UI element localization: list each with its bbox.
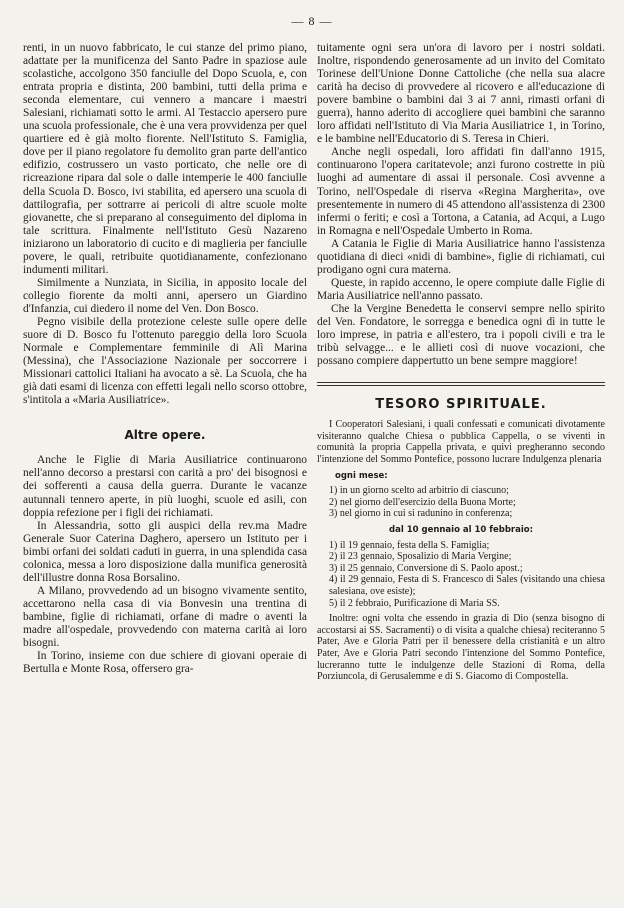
paragraph: Queste, in rapido accenno, le opere compiute dalle Figlie di Maria Ausiliatrice nell'anno passato. (317, 276, 605, 302)
list-item: 3) il 25 gennaio, Conversione di S. Paolo apost.; (329, 562, 523, 574)
list-item: 2) nel giorno dell'esercizio della Buona Morte; (329, 496, 516, 508)
list-item: 5) il 2 febbraio, Purificazione di Maria SS. (329, 597, 500, 609)
paragraph: A Catania le Figlie di Maria Ausiliatrice hanno l'assistenza quotidiana di dieci «nidi di bambine», figlie di richiamati, cui prodigano ogni cura materna. (317, 237, 605, 276)
section-heading: Altre opere. (124, 428, 206, 443)
paragraph: A Milano, provvedendo ad un bisogno vivamente sentito, accettarono nella casa di via Bonvesin una trentina di bambine, figlie di richiamati, orfane di madre o aventi la madre all'ospedale, provvedendo con materna carità ai loro bisogni. (23, 584, 307, 650)
dal-list (317, 540, 605, 610)
ogni-mese-list (317, 485, 605, 520)
ogni-mese-label: ogni mese: (335, 470, 388, 481)
dal-label: dal 10 gennaio al 10 febbraio: (389, 524, 533, 535)
list-item: 4) il 29 gennaio, Festa di S. Francesco di Sales (visitando una chiesa salesiana, ove esiste); (329, 574, 605, 597)
paragraph: Pegno visibile della protezione celeste sulle opere delle suore di D. Bosco fu l'ottenuto pareggio della loro Scuola Normale e Complementare femminile di Alì Marina (Messina), che l'Associazione Nazionale per soccorrere i Missionari cattolici Italiani ha avocato a sè. La Scuola, che ha già dati esami di licenza con effetti legali nello scorso ottobre, s'intitola a «Maria Ausiliatrice». (23, 315, 307, 407)
tesoro-closing: Inoltre: ogni volta che essendo in grazia di Dio (senza bisogno di accostarsi ai SS. Sacramenti) o di visita a qualche chiesa) reciteranno 5 Pater, Ave e Gloria Patri per il benessere della cristianità e un altro Pater, Ave e Gloria Patri secondo l'intenzione del Sommo Pontefice, lucreranno tutte le indulgenze delle Stazioni di Roma, della Porziuncola, di Gerusalemme e di S. Giacomo di Compostella. (317, 613, 605, 683)
list-item: 2) il 23 gennaio, Sposalizio di Maria Vergine; (329, 551, 512, 563)
paragraph: In Alessandria, sotto gli auspici della rev.ma Madre Generale Suor Caterina Daghero, apersero un Istituto per i bimbi orfani dei soldati caduti in guerra, in una splendida casa colonica, messa a loro disposizione dalla munifica generosità dell'illustre donna Rosa Borsalino. (23, 519, 307, 584)
list-item: 3) nel giorno in cui si radunino in conferenza; (329, 508, 513, 520)
tesoro-section (317, 419, 605, 682)
section-divider (317, 382, 605, 386)
tesoro-title: TESORO SPIRITUALE. (375, 397, 547, 413)
right-column (317, 42, 605, 683)
page-number: — 8 — (291, 14, 333, 28)
list-item: 1) in un giorno scelto ad arbitrio di ciascuno; (329, 485, 509, 497)
paragraph: Similmente a Nunziata, in Sicilia, in apposito locale del collegio fiorente da molti anni, apersero un Giardino d'Infanzia, cui diedero il nome del Ven. Don Bosco. (23, 276, 307, 315)
tesoro-intro: I Cooperatori Salesiani, i quali confessati e comunicati divotamente visiteranno qualche Chiesa o pubblica Cappella, o se viventi in comunità la propria Cappella privata, e quivi pregheranno secondo l'intenzione del Sommo Pontefice, possono lucrare Indulgenza plenaria (317, 419, 605, 465)
paragraph: Anche le Figlie di Maria Ausiliatrice continuarono nell'anno decorso a prestarsi con carità a pro' dei bisognosi e dei sofferenti a causa della guerra. Durante le vacanze autunnali tennero aperte, in più luoghi, scuole ed asili, con doppia refezione per i figli dei richiamati. (23, 454, 307, 519)
left-column (23, 42, 307, 676)
paragraph: renti, in un nuovo fabbricato, le cui stanze del primo piano, adattate per la munificenza del Santo Padre in spaziose aule scolastiche, accolgono 350 fanciulle del Dopo Scuola, e, con entrata propria e distinta, 200 bambini, tutti della prima e seconda elementare, cui vennero a mancare i maestri Salesiani, richiamati sotto le armi. Al Testaccio apersero pure una scuola professionale, che è una vera provvidenza per quel quartiere ed è già molto fiorente. Nell'Istituto S. Famiglia, dove per il piano regolatore fu demolito gran parte dell'antico edifizio, costrussero un vasto porticato, che nelle ore di ricreazione ripara dal sole o dalle intemperie le 400 fanciulle della Scuola D. Bosco, ivi stabilita, ed apersero una scuola di dattilografia, per sottrarre ai pericoli di altre scuole molte giovanette, che si preparano al conseguimento del diploma in tale scrittura. Finalmente nell'Istituto Gesù Nazareno iniziarono un laboratorio di cucito e di maglieria per fanciulle povere, le quali, retribuite quotidianamente, confezionano indumenti militari. (23, 42, 307, 276)
paragraph: In Torino, insieme con due schiere di giovani operaie di Bertulla e Monte Rosa, offersero gra- (23, 650, 307, 676)
paragraph: Anche negli ospedali, loro affidati fin dall'anno 1915, continuarono l'opera caritatevole; anzi furono costrette in più luoghi ad aumentare di assai il personale. Così avvenne a Torino, nell'Ospedale di riserva «Regina Margherita», ove presentemente in numero di 45 attendono all'assistenza di 2300 infermi o feriti; e così a Tortona, a Catania, ad Acqui, a Lugo in Romagna e nell'Ospedale Umberto in Roma. (317, 146, 606, 237)
paragraph: tuitamente ogni sera un'ora di lavoro per i nostri soldati. Inoltre, rispondendo generosamente ad un invito del Comitato Torinese dell'Unione Donne Cattoliche (che nella sua alacre carità ha deciso di provvedere al ricovero e all'educazione di povere bambine o bambini dai 3 ai 7 anni, rimasti orfani di guerra), hanno aderito di accogliere quei bambini che saranno loro affidati nell'Istituto di Via Maria Ausiliatrice 1, in Torino, e le bambine nell'Educatorio di S. Teresa in Chieri. (317, 42, 605, 146)
paragraph: Che la Vergine Benedetta le conservi sempre nello spirito del Ven. Fondatore, le sorregga e benedica ogni dì in tutte le loro imprese, in patria e all'estero, tra i popoli civili e tra le tribù selvagge... e le allieti così di nuove vocazioni, che possano compiere dappertutto un bene sempre maggiore! (317, 302, 605, 368)
list-item: 1) il 19 gennaio, festa della S. Famiglia; (329, 539, 490, 551)
